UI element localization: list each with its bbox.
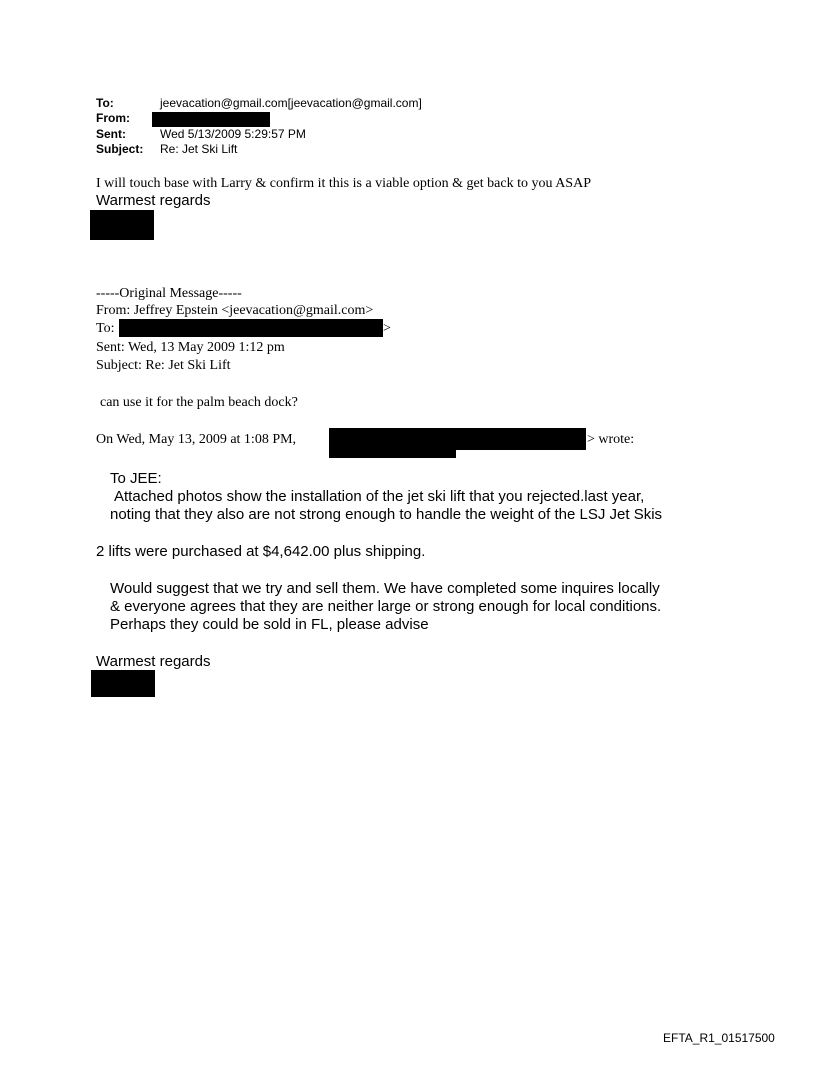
quoted-para2-line1: Would suggest that we try and sell them. We have completed some inquires locally xyxy=(110,580,660,597)
wrote-suffix: > wrote: xyxy=(587,432,635,447)
redaction-original-to xyxy=(119,319,383,337)
to-value: jeevacation@gmail.com[jeevacation@gmail.com] xyxy=(160,96,422,110)
redaction-from xyxy=(152,112,270,127)
from-label: From: xyxy=(96,111,130,125)
redaction-signature xyxy=(90,210,154,240)
quoted-para1-line2: noting that they also are not strong enough to handle the weight of the LSJ Jet Skis xyxy=(110,506,663,523)
sent-value: Wed 5/13/2009 5:29:57 PM xyxy=(160,127,306,141)
original-separator: -----Original Message----- xyxy=(96,286,242,301)
redaction-sender-email xyxy=(456,428,586,450)
quoted-para1-line1: Attached photos show the installation of the jet ski lift that you rejected.last year, xyxy=(114,488,645,505)
subject-label: Subject: xyxy=(96,142,144,156)
subject-value: Re: Jet Ski Lift xyxy=(160,142,238,156)
document-id: EFTA_R1_01517500 xyxy=(663,1031,775,1045)
quoted-greeting: To JEE: xyxy=(110,470,162,487)
original-subject: Subject: Re: Jet Ski Lift xyxy=(96,358,231,373)
original-from: From: Jeffrey Epstein <jeevacation@gmail.com> xyxy=(96,303,374,318)
original-to-label: To: xyxy=(96,321,115,336)
wrote-prefix: On Wed, May 13, 2009 at 1:08 PM, xyxy=(96,432,297,447)
redaction-quoted-signature xyxy=(91,670,155,697)
quoted-para2-line2: & everyone agrees that they are neither large or strong enough for local conditions. xyxy=(110,598,662,615)
original-to-suffix: > xyxy=(383,321,391,336)
original-question: can use it for the palm beach dock? xyxy=(100,395,298,410)
reply-body: I will touch base with Larry & confirm it this is a viable option & get back to you ASAP xyxy=(96,176,591,191)
quoted-closing: Warmest regards xyxy=(96,653,211,670)
reply-closing: Warmest regards xyxy=(96,192,211,209)
sent-label: Sent: xyxy=(96,127,126,141)
to-label: To: xyxy=(96,96,114,110)
redaction-sender-name xyxy=(329,428,456,458)
quoted-para2-line3: Perhaps they could be sold in FL, please advise xyxy=(110,616,429,633)
quoted-purchase: 2 lifts were purchased at $4,642.00 plus shipping. xyxy=(96,543,426,560)
original-sent: Sent: Wed, 13 May 2009 1:12 pm xyxy=(96,340,285,355)
